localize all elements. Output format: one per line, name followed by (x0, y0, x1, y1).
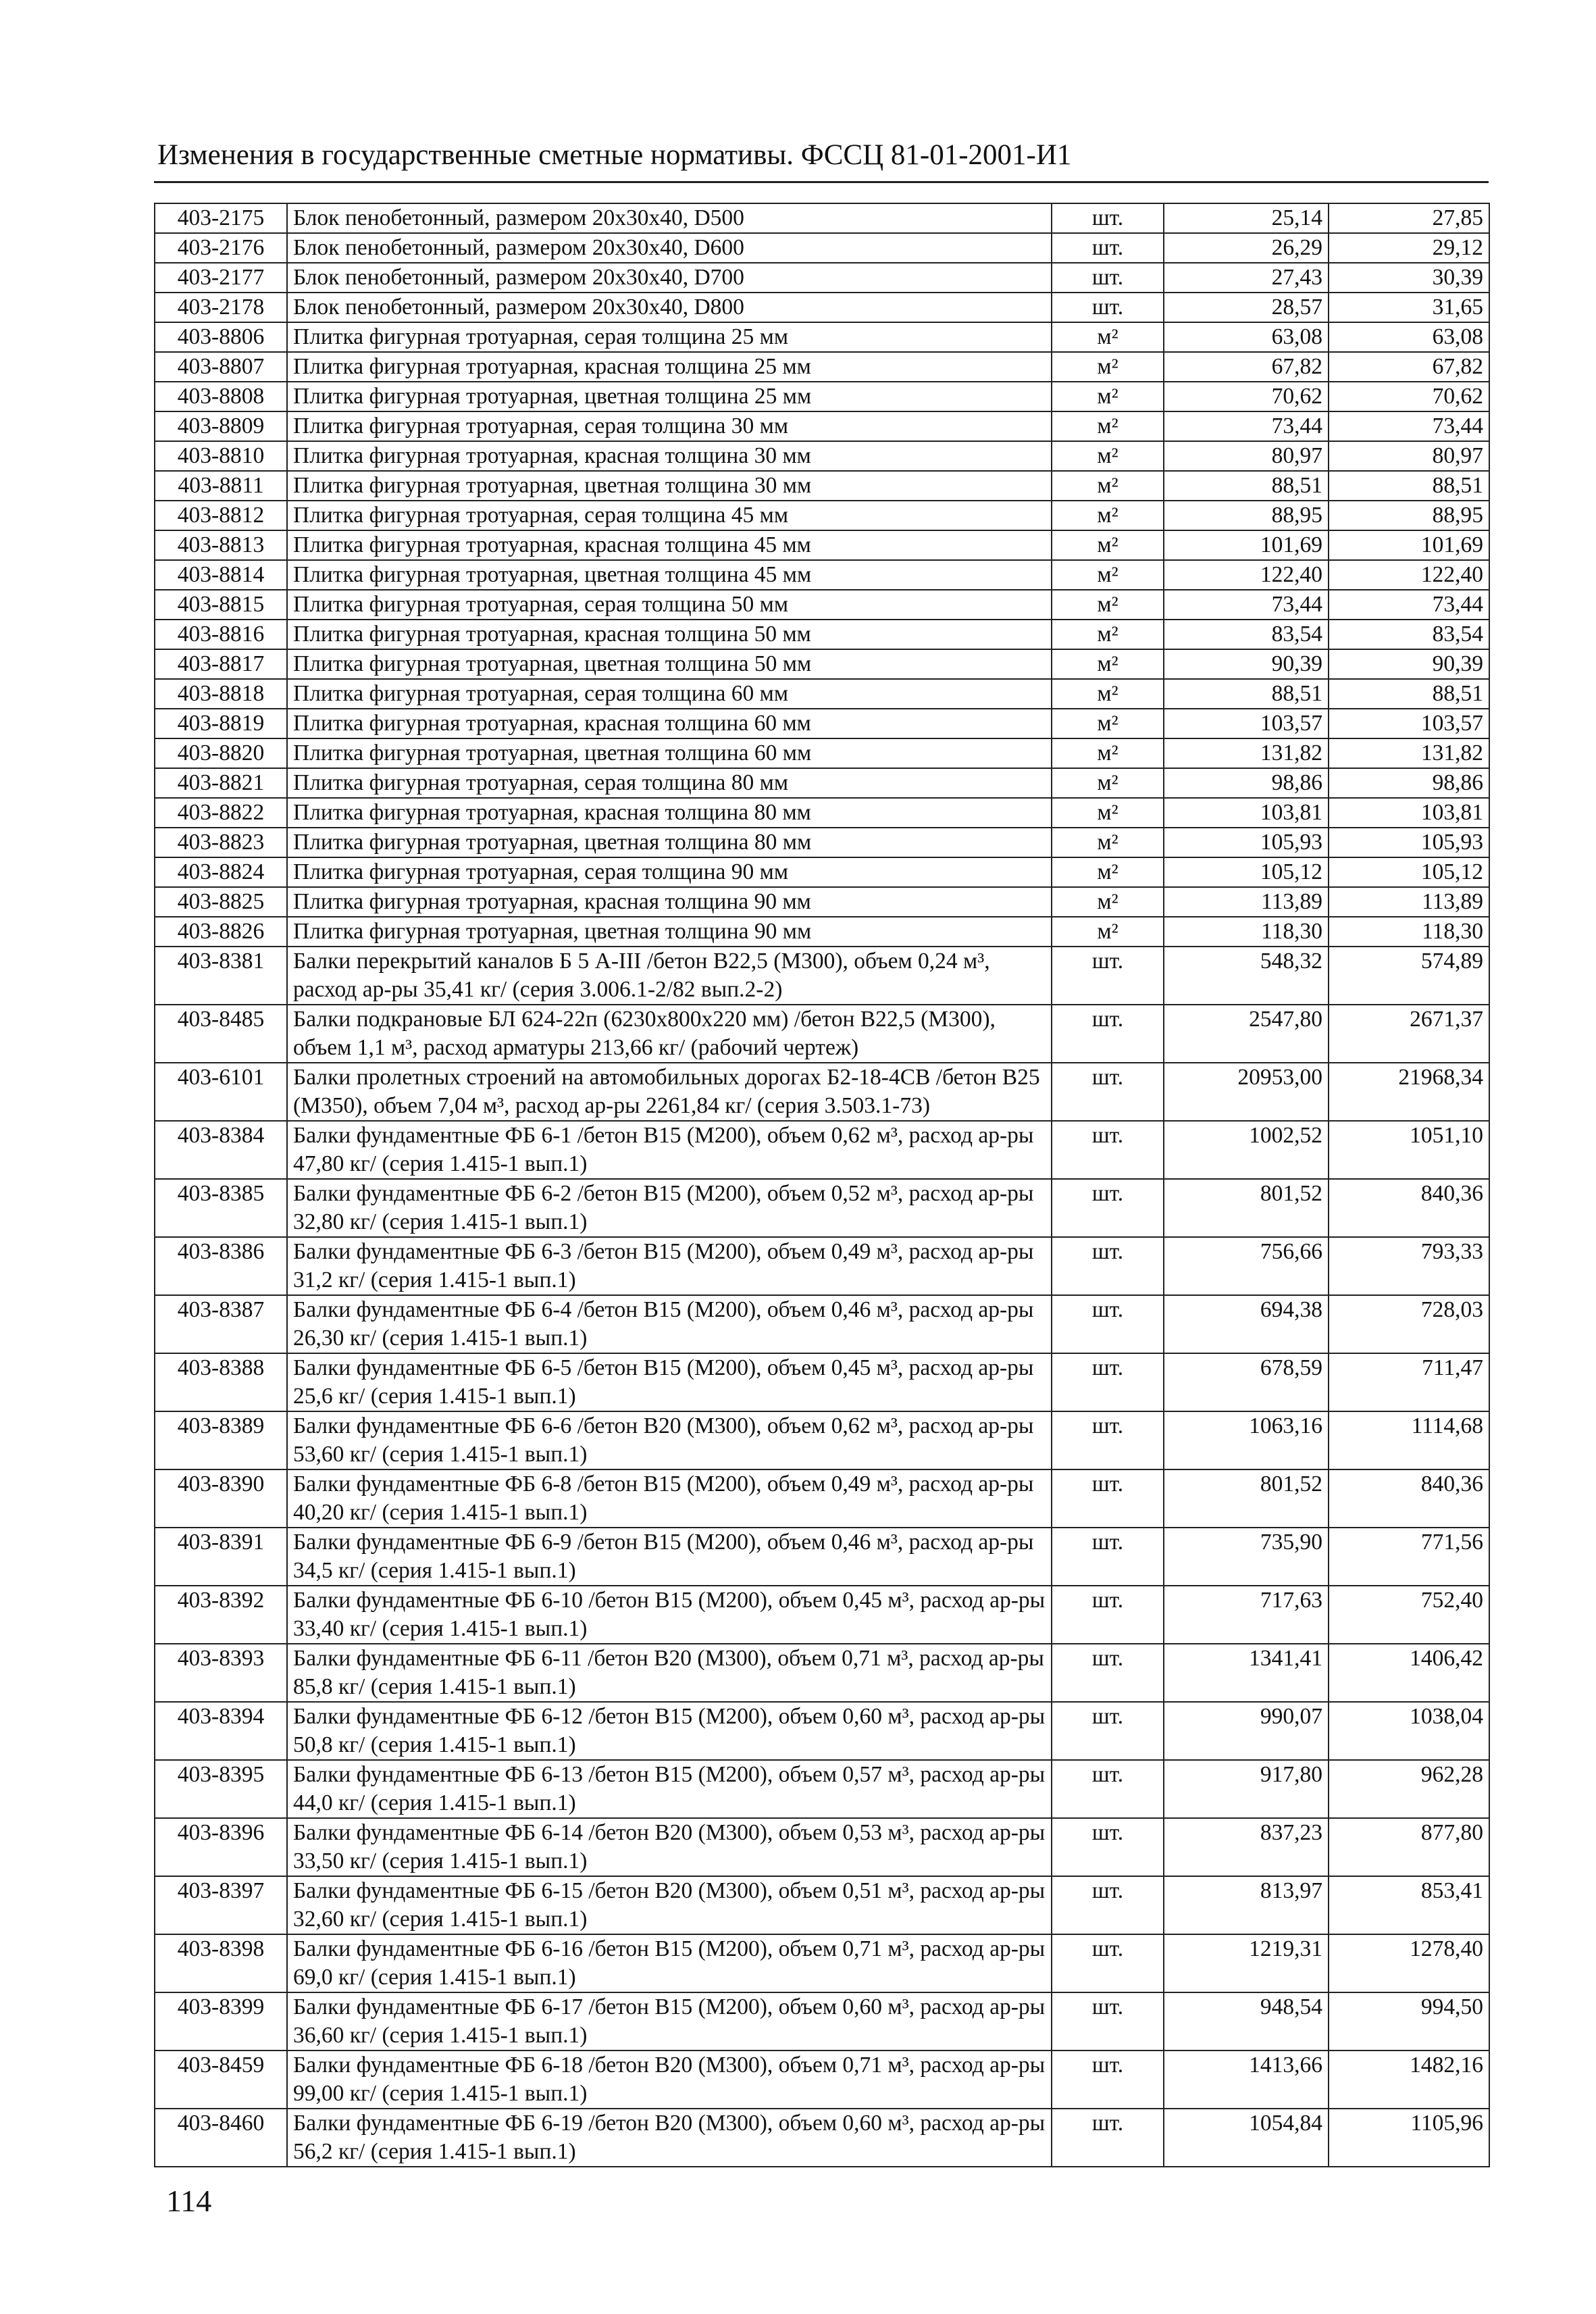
table-row (155, 471, 1489, 501)
row-unit: шт. (1052, 1644, 1164, 1702)
row-price-1: 105,93 (1164, 828, 1329, 857)
row-unit: шт. (1052, 1237, 1164, 1295)
row-name: Плитка фигурная тротуарная, серая толщина 90 мм (287, 857, 1052, 887)
row-code: 403-8815 (155, 590, 287, 620)
row-price-1: 98,86 (1164, 768, 1329, 798)
row-price-1: 90,39 (1164, 649, 1329, 679)
row-price-2: 1105,96 (1329, 2109, 1489, 2167)
row-unit: м² (1052, 590, 1164, 620)
row-price-1: 101,69 (1164, 530, 1329, 560)
row-price-2: 105,12 (1329, 857, 1489, 887)
row-name: Блок пенобетонный, размером 20х30х40, D700 (287, 263, 1052, 293)
row-code: 403-8816 (155, 620, 287, 649)
row-code: 403-8386 (155, 1237, 287, 1295)
table-row (155, 293, 1489, 322)
row-code: 403-8817 (155, 649, 287, 679)
row-code: 403-8387 (155, 1295, 287, 1353)
row-name: Плитка фигурная тротуарная, цветная толщина 60 мм (287, 738, 1052, 768)
row-unit: шт. (1052, 233, 1164, 263)
row-price-2: 853,41 (1329, 1876, 1489, 1934)
row-price-2: 962,28 (1329, 1760, 1489, 1818)
row-name: Плитка фигурная тротуарная, красная толщина 50 мм (287, 620, 1052, 649)
table-row (155, 501, 1489, 530)
row-unit: шт. (1052, 293, 1164, 322)
row-price-2: 73,44 (1329, 590, 1489, 620)
price-table-body (155, 203, 1489, 2167)
row-price-2: 2671,37 (1329, 1005, 1489, 1063)
table-row (155, 1992, 1489, 2051)
row-price-2: 103,81 (1329, 798, 1489, 828)
row-unit: шт. (1052, 2051, 1164, 2109)
row-unit: шт. (1052, 1528, 1164, 1586)
row-name: Балки фундаментные ФБ 6-3 /бетон В15 (М200), объем 0,49 м³, расход ар-ры 31,2 кг/ (серия 1.415-1 вып.1) (287, 1237, 1052, 1295)
table-row (155, 1934, 1489, 1992)
row-price-1: 756,66 (1164, 1237, 1329, 1295)
table-row (155, 1353, 1489, 1411)
table-row (155, 1121, 1489, 1179)
row-unit: м² (1052, 917, 1164, 947)
row-name: Балки фундаментные ФБ 6-18 /бетон В20 (М300), объем 0,71 м³, расход ар-ры 99,00 кг/ (серия 1.415-1 вып.1) (287, 2051, 1052, 2109)
page-number: 114 (166, 2184, 212, 2218)
row-price-1: 88,51 (1164, 471, 1329, 501)
row-code: 403-2178 (155, 293, 287, 322)
table-row (155, 620, 1489, 649)
row-name: Плитка фигурная тротуарная, цветная толщина 50 мм (287, 649, 1052, 679)
row-name: Балки фундаментные ФБ 6-4 /бетон В15 (М200), объем 0,46 м³, расход ар-ры 26,30 кг/ (серия 1.415-1 вып.1) (287, 1295, 1052, 1353)
row-name: Балки перекрытий каналов Б 5 А-III /бетон В22,5 (М300), объем 0,24 м³, расход ар-ры 35,41 кг/ (серия 3.006.1-2/82 вып.2-2) (287, 947, 1052, 1005)
table-row (155, 382, 1489, 411)
price-table (154, 203, 1490, 2167)
table-row (155, 1818, 1489, 1876)
row-price-2: 31,65 (1329, 293, 1489, 322)
table-row (155, 1876, 1489, 1934)
row-price-1: 678,59 (1164, 1353, 1329, 1411)
row-name: Балки фундаментные ФБ 6-17 /бетон В15 (М200), объем 0,60 м³, расход ар-ры 36,60 кг/ (серия 1.415-1 вып.1) (287, 1992, 1052, 2051)
table-row (155, 1760, 1489, 1818)
row-code: 403-8811 (155, 471, 287, 501)
row-price-2: 1051,10 (1329, 1121, 1489, 1179)
row-code: 403-8808 (155, 382, 287, 411)
row-unit: м² (1052, 709, 1164, 738)
row-code: 403-6101 (155, 1063, 287, 1121)
table-row (155, 530, 1489, 560)
row-name: Плитка фигурная тротуарная, красная толщина 60 мм (287, 709, 1052, 738)
row-price-2: 30,39 (1329, 263, 1489, 293)
row-code: 403-8394 (155, 1702, 287, 1760)
row-name: Плитка фигурная тротуарная, серая толщина 80 мм (287, 768, 1052, 798)
row-name: Плитка фигурная тротуарная, красная толщина 30 мм (287, 441, 1052, 471)
row-price-1: 70,62 (1164, 382, 1329, 411)
row-price-2: 70,62 (1329, 382, 1489, 411)
row-price-1: 1413,66 (1164, 2051, 1329, 2109)
row-price-1: 131,82 (1164, 738, 1329, 768)
table-row (155, 679, 1489, 709)
row-code: 403-8399 (155, 1992, 287, 2051)
row-price-2: 83,54 (1329, 620, 1489, 649)
row-price-1: 73,44 (1164, 590, 1329, 620)
table-row (155, 709, 1489, 738)
row-code: 403-8818 (155, 679, 287, 709)
table-row (155, 1237, 1489, 1295)
row-name: Блок пенобетонный, размером 20х30х40, D800 (287, 293, 1052, 322)
row-code: 403-8825 (155, 887, 287, 917)
row-price-1: 105,12 (1164, 857, 1329, 887)
row-unit: шт. (1052, 1121, 1164, 1179)
row-unit: шт. (1052, 1702, 1164, 1760)
row-price-1: 113,89 (1164, 887, 1329, 917)
table-row (155, 1063, 1489, 1121)
row-unit: м² (1052, 768, 1164, 798)
row-name: Плитка фигурная тротуарная, цветная толщина 80 мм (287, 828, 1052, 857)
row-price-1: 1054,84 (1164, 2109, 1329, 2167)
row-price-1: 73,44 (1164, 411, 1329, 441)
row-price-1: 27,43 (1164, 263, 1329, 293)
row-name: Плитка фигурная тротуарная, красная толщина 90 мм (287, 887, 1052, 917)
row-unit: м² (1052, 322, 1164, 352)
row-price-2: 1482,16 (1329, 2051, 1489, 2109)
row-price-2: 771,56 (1329, 1528, 1489, 1586)
row-price-2: 88,95 (1329, 501, 1489, 530)
row-unit: м² (1052, 738, 1164, 768)
row-code: 403-8824 (155, 857, 287, 887)
row-unit: шт. (1052, 1992, 1164, 2051)
row-unit: шт. (1052, 2109, 1164, 2167)
row-code: 403-8389 (155, 1411, 287, 1469)
row-price-2: 80,97 (1329, 441, 1489, 471)
table-row (155, 1469, 1489, 1528)
row-name: Балки фундаментные ФБ 6-15 /бетон В20 (М300), объем 0,51 м³, расход ар-ры 32,60 кг/ (серия 1.415-1 вып.1) (287, 1876, 1052, 1934)
row-code: 403-8390 (155, 1469, 287, 1528)
row-price-1: 63,08 (1164, 322, 1329, 352)
table-row (155, 947, 1489, 1005)
table-row (155, 590, 1489, 620)
row-name: Балки фундаментные ФБ 6-11 /бетон В20 (М300), объем 0,71 м³, расход ар-ры 85,8 кг/ (серия 1.415-1 вып.1) (287, 1644, 1052, 1702)
row-unit: м² (1052, 560, 1164, 590)
row-price-1: 735,90 (1164, 1528, 1329, 1586)
row-price-2: 63,08 (1329, 322, 1489, 352)
row-price-2: 103,57 (1329, 709, 1489, 738)
row-unit: шт. (1052, 1934, 1164, 1992)
row-unit: шт. (1052, 1818, 1164, 1876)
row-code: 403-8819 (155, 709, 287, 738)
table-row (155, 828, 1489, 857)
row-unit: шт. (1052, 1063, 1164, 1121)
row-price-1: 103,81 (1164, 798, 1329, 828)
row-name: Балки фундаментные ФБ 6-8 /бетон В15 (М200), объем 0,49 м³, расход ар-ры 40,20 кг/ (серия 1.415-1 вып.1) (287, 1469, 1052, 1528)
row-code: 403-8822 (155, 798, 287, 828)
row-code: 403-2177 (155, 263, 287, 293)
row-code: 403-8396 (155, 1818, 287, 1876)
row-price-1: 548,32 (1164, 947, 1329, 1005)
row-code: 403-8459 (155, 2051, 287, 2109)
row-name: Плитка фигурная тротуарная, цветная толщина 30 мм (287, 471, 1052, 501)
row-price-1: 801,52 (1164, 1179, 1329, 1237)
row-code: 403-8391 (155, 1528, 287, 1586)
row-name: Плитка фигурная тротуарная, красная толщина 25 мм (287, 352, 1052, 382)
table-row (155, 352, 1489, 382)
row-price-2: 131,82 (1329, 738, 1489, 768)
row-price-2: 1406,42 (1329, 1644, 1489, 1702)
row-price-2: 73,44 (1329, 411, 1489, 441)
row-code: 403-8392 (155, 1586, 287, 1644)
row-price-1: 103,57 (1164, 709, 1329, 738)
row-code: 403-8814 (155, 560, 287, 590)
row-price-1: 26,29 (1164, 233, 1329, 263)
row-price-1: 28,57 (1164, 293, 1329, 322)
row-unit: шт. (1052, 1411, 1164, 1469)
row-price-2: 118,30 (1329, 917, 1489, 947)
row-unit: м² (1052, 352, 1164, 382)
row-name: Плитка фигурная тротуарная, красная толщина 45 мм (287, 530, 1052, 560)
row-price-2: 840,36 (1329, 1469, 1489, 1528)
row-code: 403-8388 (155, 1353, 287, 1411)
table-row (155, 560, 1489, 590)
row-code: 403-8810 (155, 441, 287, 471)
row-unit: шт. (1052, 263, 1164, 293)
row-price-1: 837,23 (1164, 1818, 1329, 1876)
row-name: Плитка фигурная тротуарная, серая толщина 30 мм (287, 411, 1052, 441)
table-row (155, 2109, 1489, 2167)
row-unit: м² (1052, 887, 1164, 917)
row-name: Блок пенобетонный, размером 20х30х40, D500 (287, 203, 1052, 233)
row-name: Балки фундаментные ФБ 6-6 /бетон В20 (М300), объем 0,62 м³, расход ар-ры 53,60 кг/ (серия 1.415-1 вып.1) (287, 1411, 1052, 1469)
table-row (155, 857, 1489, 887)
row-price-2: 793,33 (1329, 1237, 1489, 1295)
row-price-2: 994,50 (1329, 1992, 1489, 2051)
row-price-2: 88,51 (1329, 679, 1489, 709)
row-price-2: 877,80 (1329, 1818, 1489, 1876)
row-price-1: 801,52 (1164, 1469, 1329, 1528)
row-unit: шт. (1052, 1586, 1164, 1644)
row-price-1: 88,95 (1164, 501, 1329, 530)
row-price-1: 1002,52 (1164, 1121, 1329, 1179)
table-row (155, 798, 1489, 828)
row-name: Плитка фигурная тротуарная, красная толщина 80 мм (287, 798, 1052, 828)
header-divider (154, 181, 1489, 183)
row-code: 403-8821 (155, 768, 287, 798)
row-name: Балки пролетных строений на автомобильных дорогах Б2-18-4СВ /бетон В25 (М350), объем 7,04 м³, расход ар-ры 2261,84 кг/ (серия 3.503.1-73) (287, 1063, 1052, 1121)
row-unit: м² (1052, 441, 1164, 471)
row-code: 403-8381 (155, 947, 287, 1005)
row-unit: м² (1052, 649, 1164, 679)
row-name: Плитка фигурная тротуарная, цветная толщина 45 мм (287, 560, 1052, 590)
row-code: 403-8393 (155, 1644, 287, 1702)
row-price-1: 25,14 (1164, 203, 1329, 233)
row-unit: м² (1052, 620, 1164, 649)
row-price-2: 840,36 (1329, 1179, 1489, 1237)
row-unit: м² (1052, 530, 1164, 560)
row-price-1: 83,54 (1164, 620, 1329, 649)
table-row (155, 2051, 1489, 2109)
row-price-2: 105,93 (1329, 828, 1489, 857)
table-row (155, 917, 1489, 947)
row-code: 403-2176 (155, 233, 287, 263)
row-price-2: 574,89 (1329, 947, 1489, 1005)
row-name: Балки фундаментные ФБ 6-16 /бетон В15 (М200), объем 0,71 м³, расход ар-ры 69,0 кг/ (серия 1.415-1 вып.1) (287, 1934, 1052, 1992)
row-name: Балки фундаментные ФБ 6-12 /бетон В15 (М200), объем 0,60 м³, расход ар-ры 50,8 кг/ (серия 1.415-1 вып.1) (287, 1702, 1052, 1760)
row-unit: шт. (1052, 1469, 1164, 1528)
row-name: Плитка фигурная тротуарная, серая толщина 60 мм (287, 679, 1052, 709)
row-code: 403-8385 (155, 1179, 287, 1237)
table-row (155, 1005, 1489, 1063)
row-price-2: 90,39 (1329, 649, 1489, 679)
row-price-2: 1278,40 (1329, 1934, 1489, 1992)
row-price-2: 67,82 (1329, 352, 1489, 382)
row-code: 403-8398 (155, 1934, 287, 1992)
row-code: 403-8807 (155, 352, 287, 382)
row-name: Балки подкрановые БЛ 624-22п (6230х800х220 мм) /бетон В22,5 (М300), объем 1,1 м³, расход арматуры 213,66 кг/ (рабочий чертеж) (287, 1005, 1052, 1063)
row-price-1: 2547,80 (1164, 1005, 1329, 1063)
row-unit: м² (1052, 828, 1164, 857)
row-price-1: 717,63 (1164, 1586, 1329, 1644)
table-row (155, 263, 1489, 293)
row-name: Балки фундаментные ФБ 6-9 /бетон В15 (М200), объем 0,46 м³, расход ар-ры 34,5 кг/ (серия 1.415-1 вып.1) (287, 1528, 1052, 1586)
table-row (155, 649, 1489, 679)
row-price-1: 122,40 (1164, 560, 1329, 590)
row-code: 403-8813 (155, 530, 287, 560)
table-row (155, 887, 1489, 917)
row-price-1: 1063,16 (1164, 1411, 1329, 1469)
row-price-2: 27,85 (1329, 203, 1489, 233)
row-name: Плитка фигурная тротуарная, серая толщина 45 мм (287, 501, 1052, 530)
row-unit: м² (1052, 679, 1164, 709)
table-row (155, 1528, 1489, 1586)
row-price-1: 118,30 (1164, 917, 1329, 947)
row-code: 403-8806 (155, 322, 287, 352)
row-price-1: 813,97 (1164, 1876, 1329, 1934)
table-row (155, 1644, 1489, 1702)
row-unit: шт. (1052, 1760, 1164, 1818)
table-row (155, 233, 1489, 263)
row-price-1: 1219,31 (1164, 1934, 1329, 1992)
row-unit: шт. (1052, 203, 1164, 233)
table-row (155, 768, 1489, 798)
row-unit: м² (1052, 411, 1164, 441)
row-code: 403-8460 (155, 2109, 287, 2167)
row-code: 403-8485 (155, 1005, 287, 1063)
row-price-1: 88,51 (1164, 679, 1329, 709)
row-price-1: 694,38 (1164, 1295, 1329, 1353)
row-price-2: 101,69 (1329, 530, 1489, 560)
table-row (155, 203, 1489, 233)
table-row (155, 1179, 1489, 1237)
row-price-1: 1341,41 (1164, 1644, 1329, 1702)
row-unit: м² (1052, 857, 1164, 887)
row-name: Плитка фигурная тротуарная, серая толщина 25 мм (287, 322, 1052, 352)
row-unit: шт. (1052, 1005, 1164, 1063)
page-header-title: Изменения в государственные сметные нормативы. ФССЦ 81-01-2001-И1 (157, 139, 1072, 171)
row-price-1: 948,54 (1164, 1992, 1329, 2051)
row-name: Балки фундаментные ФБ 6-1 /бетон В15 (М200), объем 0,62 м³, расход ар-ры 47,80 кг/ (серия 1.415-1 вып.1) (287, 1121, 1052, 1179)
table-row (155, 738, 1489, 768)
row-unit: м² (1052, 471, 1164, 501)
row-code: 403-8823 (155, 828, 287, 857)
row-price-2: 752,40 (1329, 1586, 1489, 1644)
row-name: Балки фундаментные ФБ 6-5 /бетон В15 (М200), объем 0,45 м³, расход ар-ры 25,6 кг/ (серия 1.415-1 вып.1) (287, 1353, 1052, 1411)
row-code: 403-8809 (155, 411, 287, 441)
table-row (155, 1295, 1489, 1353)
row-price-1: 20953,00 (1164, 1063, 1329, 1121)
row-name: Балки фундаментные ФБ 6-10 /бетон В15 (М200), объем 0,45 м³, расход ар-ры 33,40 кг/ (серия 1.415-1 вып.1) (287, 1586, 1052, 1644)
row-name: Балки фундаментные ФБ 6-19 /бетон В20 (М300), объем 0,60 м³, расход ар-ры 56,2 кг/ (серия 1.415-1 вып.1) (287, 2109, 1052, 2167)
row-price-2: 29,12 (1329, 233, 1489, 263)
row-code: 403-8384 (155, 1121, 287, 1179)
row-code: 403-8395 (155, 1760, 287, 1818)
row-code: 403-8820 (155, 738, 287, 768)
row-code: 403-8812 (155, 501, 287, 530)
row-price-1: 80,97 (1164, 441, 1329, 471)
row-unit: м² (1052, 501, 1164, 530)
row-code: 403-8397 (155, 1876, 287, 1934)
row-price-2: 711,47 (1329, 1353, 1489, 1411)
table-row (155, 1411, 1489, 1469)
table-row (155, 1702, 1489, 1760)
row-code: 403-2175 (155, 203, 287, 233)
row-price-1: 917,80 (1164, 1760, 1329, 1818)
table-row (155, 1586, 1489, 1644)
row-name: Балки фундаментные ФБ 6-2 /бетон В15 (М200), объем 0,52 м³, расход ар-ры 32,80 кг/ (серия 1.415-1 вып.1) (287, 1179, 1052, 1237)
row-name: Плитка фигурная тротуарная, цветная толщина 25 мм (287, 382, 1052, 411)
row-unit: м² (1052, 798, 1164, 828)
row-unit: шт. (1052, 947, 1164, 1005)
row-price-2: 1114,68 (1329, 1411, 1489, 1469)
row-code: 403-8826 (155, 917, 287, 947)
row-price-2: 728,03 (1329, 1295, 1489, 1353)
row-price-2: 21968,34 (1329, 1063, 1489, 1121)
row-unit: шт. (1052, 1876, 1164, 1934)
row-price-2: 88,51 (1329, 471, 1489, 501)
row-price-2: 98,86 (1329, 768, 1489, 798)
row-name: Плитка фигурная тротуарная, цветная толщина 90 мм (287, 917, 1052, 947)
table-row (155, 322, 1489, 352)
row-price-1: 990,07 (1164, 1702, 1329, 1760)
table-row (155, 441, 1489, 471)
row-unit: шт. (1052, 1295, 1164, 1353)
row-unit: шт. (1052, 1179, 1164, 1237)
row-price-2: 1038,04 (1329, 1702, 1489, 1760)
row-price-2: 122,40 (1329, 560, 1489, 590)
row-unit: м² (1052, 382, 1164, 411)
row-name: Балки фундаментные ФБ 6-14 /бетон В20 (М300), объем 0,53 м³, расход ар-ры 33,50 кг/ (серия 1.415-1 вып.1) (287, 1818, 1052, 1876)
row-name: Плитка фигурная тротуарная, серая толщина 50 мм (287, 590, 1052, 620)
row-name: Блок пенобетонный, размером 20х30х40, D600 (287, 233, 1052, 263)
row-price-1: 67,82 (1164, 352, 1329, 382)
table-row (155, 411, 1489, 441)
row-price-2: 113,89 (1329, 887, 1489, 917)
row-name: Балки фундаментные ФБ 6-13 /бетон В15 (М200), объем 0,57 м³, расход ар-ры 44,0 кг/ (серия 1.415-1 вып.1) (287, 1760, 1052, 1818)
row-unit: шт. (1052, 1353, 1164, 1411)
